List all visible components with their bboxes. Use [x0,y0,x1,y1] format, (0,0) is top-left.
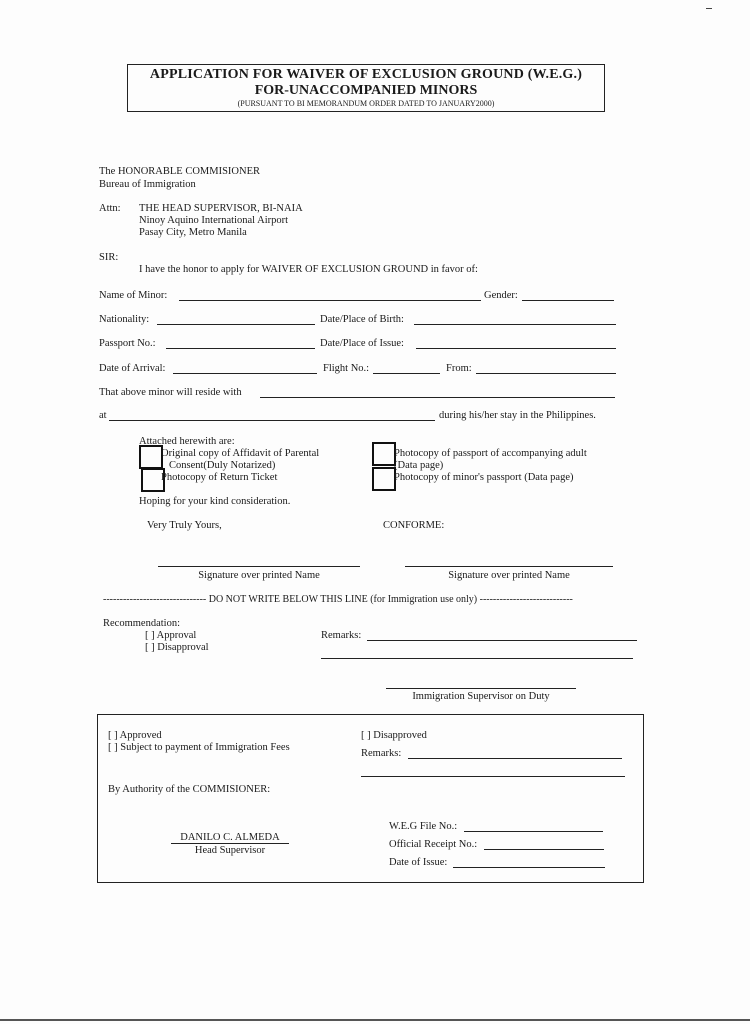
attachment-item1-line1: Original copy of Affidavit of Parental [161,448,320,459]
decision-remarks-label: Remarks: [361,748,402,759]
dob-label: Date/Place of Birth: [320,314,404,325]
attachment-item3-line1: Photocopy of passport of accompanying adult [394,448,587,459]
nationality-label: Nationality: [99,314,150,325]
applicant-signature-line[interactable] [158,566,360,567]
attn-line3: Pasay City, Metro Manila [139,227,247,238]
recommendation-heading: Recommendation: [103,618,180,629]
affidavit-checkbox[interactable] [139,445,163,469]
supervisor-on-duty-label: Immigration Supervisor on Duty [412,691,550,702]
scan-mark [706,8,712,9]
passport-no-field[interactable] [166,348,315,349]
from-field[interactable] [476,373,616,374]
passport-no-label: Passport No.: [99,338,156,349]
disapproved-option[interactable]: [ ] Disapproved [361,730,427,741]
weg-file-field[interactable] [464,831,603,832]
gender-field[interactable] [522,300,614,301]
conforme-label: CONFORME: [383,520,445,531]
flight-no-field[interactable] [373,373,440,374]
name-of-minor-field[interactable] [179,300,481,301]
attachment-item2: Photocopy of Return Ticket [161,472,278,483]
minor-passport-checkbox[interactable] [372,467,396,491]
recommendation-remarks-field-2[interactable] [321,658,633,659]
approved-option[interactable]: [ ] Approved [108,730,162,741]
official-receipt-field[interactable] [484,849,604,850]
form-title-line1: APPLICATION FOR WAIVER OF EXCLUSION GROUND (W.E.G.) [149,67,583,82]
addressee-line2: Bureau of Immigration [99,179,196,190]
weg-file-label: W.E.G File No.: [389,821,458,832]
salutation: SIR: [99,252,119,263]
attachment-item1-line2: Consent(Duly Notarized) [169,460,276,471]
disapproval-option[interactable]: [ ] Disapproval [145,642,209,653]
reside-with-label: That above minor will reside with [99,387,242,398]
official-receipt-label: Official Receipt No.: [389,839,478,850]
adult-passport-checkbox[interactable] [372,442,396,466]
date-arrival-label: Date of Arrival: [99,363,166,374]
subject-to-fees-option[interactable]: [ ] Subject to payment of Immigration Fees [108,742,290,753]
applicant-signature-label: Signature over printed Name [198,570,320,581]
decision-remarks-field-2[interactable] [361,776,625,777]
date-arrival-field[interactable] [173,373,317,374]
at-label: at [99,410,107,421]
attachments-heading: Attached herewith are: [139,436,235,447]
title-box [127,64,605,112]
date-of-issue-field[interactable] [453,867,605,868]
very-truly-text: Very Truly Yours, [147,520,222,531]
authority-text: By Authority of the COMMISIONER: [108,784,271,795]
recommendation-remarks-label: Remarks: [321,630,362,641]
addressee-line1: The HONORABLE COMMISIONER [99,166,260,177]
conforme-signature-label: Signature over printed Name [448,570,570,581]
attn-label: Attn: [99,203,121,214]
dob-field[interactable] [414,324,616,325]
attn-line2: Ninoy Aquino International Airport [139,215,289,226]
reside-with-field[interactable] [260,397,615,398]
approval-option[interactable]: [ ] Approval [145,630,197,641]
scan-edge [0,1019,750,1021]
date-place-issue-field[interactable] [416,348,616,349]
intro-text: I have the honor to apply for WAIVER OF EXCLUSION GROUND in favor of: [139,264,478,275]
from-label: From: [446,363,472,374]
date-place-issue-label: Date/Place of Issue: [320,338,404,349]
attn-line1: THE HEAD SUPERVISOR, BI-NAIA [139,203,303,214]
flight-no-label: Flight No.: [323,363,370,374]
gender-label: Gender: [484,290,518,301]
hoping-text: Hoping for your kind consideration. [139,496,291,507]
form-title-line2: FOR-UNACCOMPANIED MINORS [254,83,478,98]
supervisor-signature-line[interactable] [386,688,576,689]
signatory-underline [171,843,289,844]
conforme-signature-line[interactable] [405,566,613,567]
signatory-title: Head Supervisor [194,845,266,856]
at-address-field[interactable] [109,420,435,421]
during-stay-label: during his/her stay in the Philippines. [439,410,596,421]
signatory-name: DANILO C. ALMEDA [180,832,280,843]
form-subtitle: (PURSUANT TO BI MEMORANDUM ORDER DATED TO JANUARY2000) [237,99,495,108]
name-of-minor-label: Name of Minor: [99,290,168,301]
attachment-item4: Photocopy of minor's passport (Data page) [394,472,574,483]
recommendation-remarks-field[interactable] [367,640,637,641]
nationality-field[interactable] [157,324,315,325]
do-not-write-divider: ------------------------------- DO NOT WRITE BELOW THIS LINE (for Immigration use only) ---------------------------- [103,594,573,605]
date-of-issue-label: Date of Issue: [389,857,448,868]
decision-remarks-field[interactable] [408,758,622,759]
attachment-item3-line2: (Data page) [394,460,444,471]
